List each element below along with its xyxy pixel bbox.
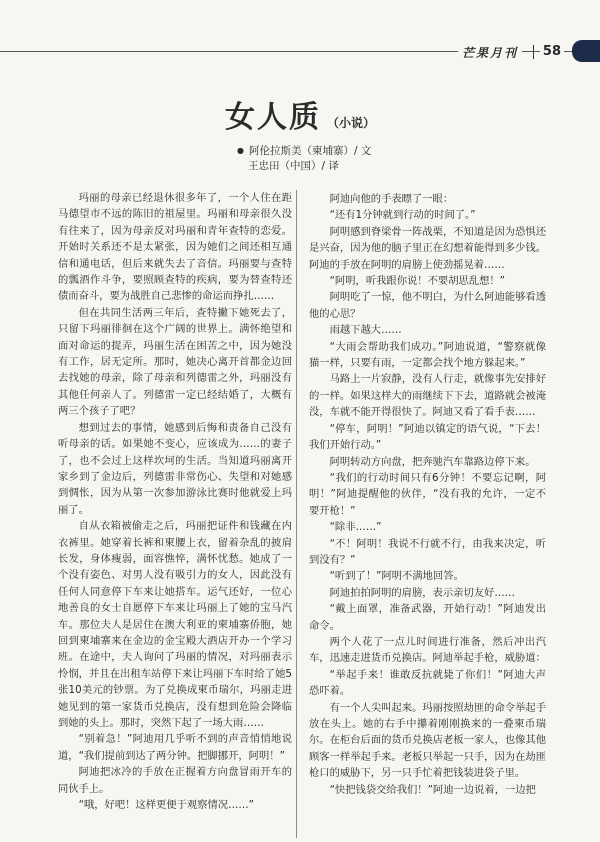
- paragraph: 想到过去的事情，她感到后悔和责备自己没有听母亲的话。如果她不变心，应该成为……的妻子了，也不会过上这样坎坷的生活。当知道玛丽离开家乡到了金边后，列德雷非常伤心、失望和对她感到惆怅，因为从第一次参加游泳比赛时他就爱上玛丽了。: [58, 421, 292, 516]
- paragraph: “哦，好吧！这样更便于观察情况……”: [78, 799, 255, 812]
- paragraph: “快把钱袋交给我们！”阿迪一边说着，一边把: [329, 783, 536, 796]
- paragraph: “戴上面罩，准备武器，开始行动！”阿迪发出命令。: [309, 603, 546, 632]
- paragraph: “除非……”: [329, 521, 382, 534]
- paragraph: 阿迪拍拍阿明的肩膀，表示亲切友好……: [329, 586, 515, 599]
- paragraph: 阿明吃了一惊，他不明白，为什么阿迪能够看透他的心思？: [309, 291, 546, 320]
- paragraph: 阿明转动方向盘，把奔驰汽车靠路边停下来。: [329, 455, 536, 468]
- paragraph: “停车，阿明！”阿迪以镇定的语气说，“下去！我们开始行动。”: [309, 422, 546, 452]
- left-column: [58, 190, 292, 813]
- paragraph: “别着急！”阿迪用几乎听不到的声音悄悄地说道，“我们提前到达了两分钟。把脚挪开，阿明！”: [58, 733, 292, 762]
- paragraph: 玛丽的母亲已经退休很多年了，一个人住在距马德望市不远的陈旧的祖屋里。玛丽和母亲很久没有往来了，因为母亲反对玛丽和青年查特的恋爱。开始时关系还不是太紧张，因为她们之间还相互通信和通电话，但后来就失去了音信。玛丽要与查特的瓢酒作斗争，要照顾查特的疾病，要为替查特还债而奋斗，要为战胜自己悲惨的命运而挣扎……: [58, 192, 292, 303]
- article-title: 女人质: [224, 100, 321, 135]
- paragraph: 阿迪把冰冷的手放在正握着方向盘冒雨开车的同伙手上。: [58, 766, 292, 795]
- title-block: [0, 92, 600, 136]
- magazine-name: 芒果月刊: [458, 44, 522, 61]
- header-tab-decoration: [572, 40, 600, 62]
- header-separator: [533, 45, 534, 59]
- paragraph: “听到了！”阿明不满地回答。: [329, 570, 464, 583]
- author-text: 阿伦拉斯美（柬埔寨）/ 文: [248, 145, 372, 157]
- paragraph: 阿迪向他的手表瞟了一眼：: [329, 193, 454, 205]
- author-line: [237, 143, 371, 159]
- paragraph: “大雨会帮助我们成功。”阿迪说道，“警察就像猫一样，只要有雨，一定都会找个地方躲起来。”: [309, 340, 546, 370]
- paragraph: 雨越下越大……: [329, 324, 402, 337]
- paragraph: 但在共同生活两三年后，查特撇下她死去了，只留下玛丽徘徊在这个广阔的世界上。满怀绝望和面对命运的捉弄，玛丽生活在困苦之中，因为她没有工作，居无定所。那时，她决心离开首都金边回去找她的母亲，除了母亲和列德雷之外，玛丽没有其他任何亲人了。列德雷一定已经结婚了，大概有两三个孩子了吧？: [58, 306, 292, 418]
- paragraph: 两个人花了一点儿时间进行准备，然后冲出汽车，迅速走进货币兑换店。阿迪举起手枪，威胁道：: [309, 635, 546, 665]
- paragraph: “我们的行动时间只有6分钟！不要忘记啊，阿明！”阿迪提醒他的伙伴，“没有我的允许，一定不要开枪！”: [309, 471, 546, 517]
- paragraph: “举起手来！谁敢反抗就毙了你们！”阿迪大声恐吓着。: [309, 668, 546, 698]
- paragraph: “还有1分钟就到行动的时间了。”: [329, 209, 476, 222]
- translator-line: 王忠田（中国）/ 译: [248, 160, 339, 172]
- page-header: [0, 38, 600, 68]
- byline: [237, 143, 371, 174]
- paragraph: 有一个人尖叫起来。玛丽按照劫匪的命令举起手放在头上。她的右手中攥着刚刚换来的一叠柬币瑞尔。在柜台后面的货币兑换店老板一家人，也像其他顾客一样举起手来。老板只举起一只手，因为在劫匪枪口的威胁下，另一只手忙着把钱装进袋子里。: [309, 701, 546, 780]
- right-column: [309, 191, 546, 798]
- bullet-icon: ●: [237, 146, 244, 155]
- article-genre: （小说）: [326, 116, 375, 130]
- paragraph: “阿明，听我跟你说！不要胡思乱想！”: [329, 275, 506, 288]
- column-divider: [296, 190, 297, 838]
- paragraph: “不！阿明！我说不行就不行，由我来决定，听到没有？”: [309, 537, 546, 566]
- paragraph: 阿明感到脊梁骨一阵战栗，不知道是因为恐惧还是兴奋，因为他的脑子里正在幻想着能得到多少钱。阿迪的手放在阿明的肩膀上使劲摇晃着……: [309, 225, 546, 271]
- paragraph: 马路上一片寂静，没有人行走，就像事先安排好的一样。如果这样大的雨继续下下去，道路就会被淹没，车就不能开得很快了。阿迪又看了看手表……: [309, 373, 546, 419]
- paragraph: 自从衣箱被偷走之后，玛丽把证件和钱藏在内衣裤里。她穿着长裤和柬腰上衣，留着杂乱的披肩长发，身体瘦弱，面容憔悴，满怀忧愁。她成了一个没有姿色、对男人没有吸引力的女人，因此没有任何人同意停下车来让她搭车。运气还好，一位心地善良的女士自愿停下车来让玛丽上了她的宝马汽车。那位夫人是居住在澳大利亚的柬埔寨侨胞，她回到柬埔寨来在金边的金宝殿大酒店开办一个学习班。在途中，夫人询问了玛丽的情况，对玛丽表示怜悯，并且在出租车站停下来让玛丽下车时给了她5张10美元的钞票。为了兑换成柬币瑞尔，玛丽走进她见到的第一家货币兑换店，没有想到危险会降临到她的头上。那时，突然下起了一场大雨……: [58, 520, 292, 729]
- page-number: 58: [540, 44, 564, 59]
